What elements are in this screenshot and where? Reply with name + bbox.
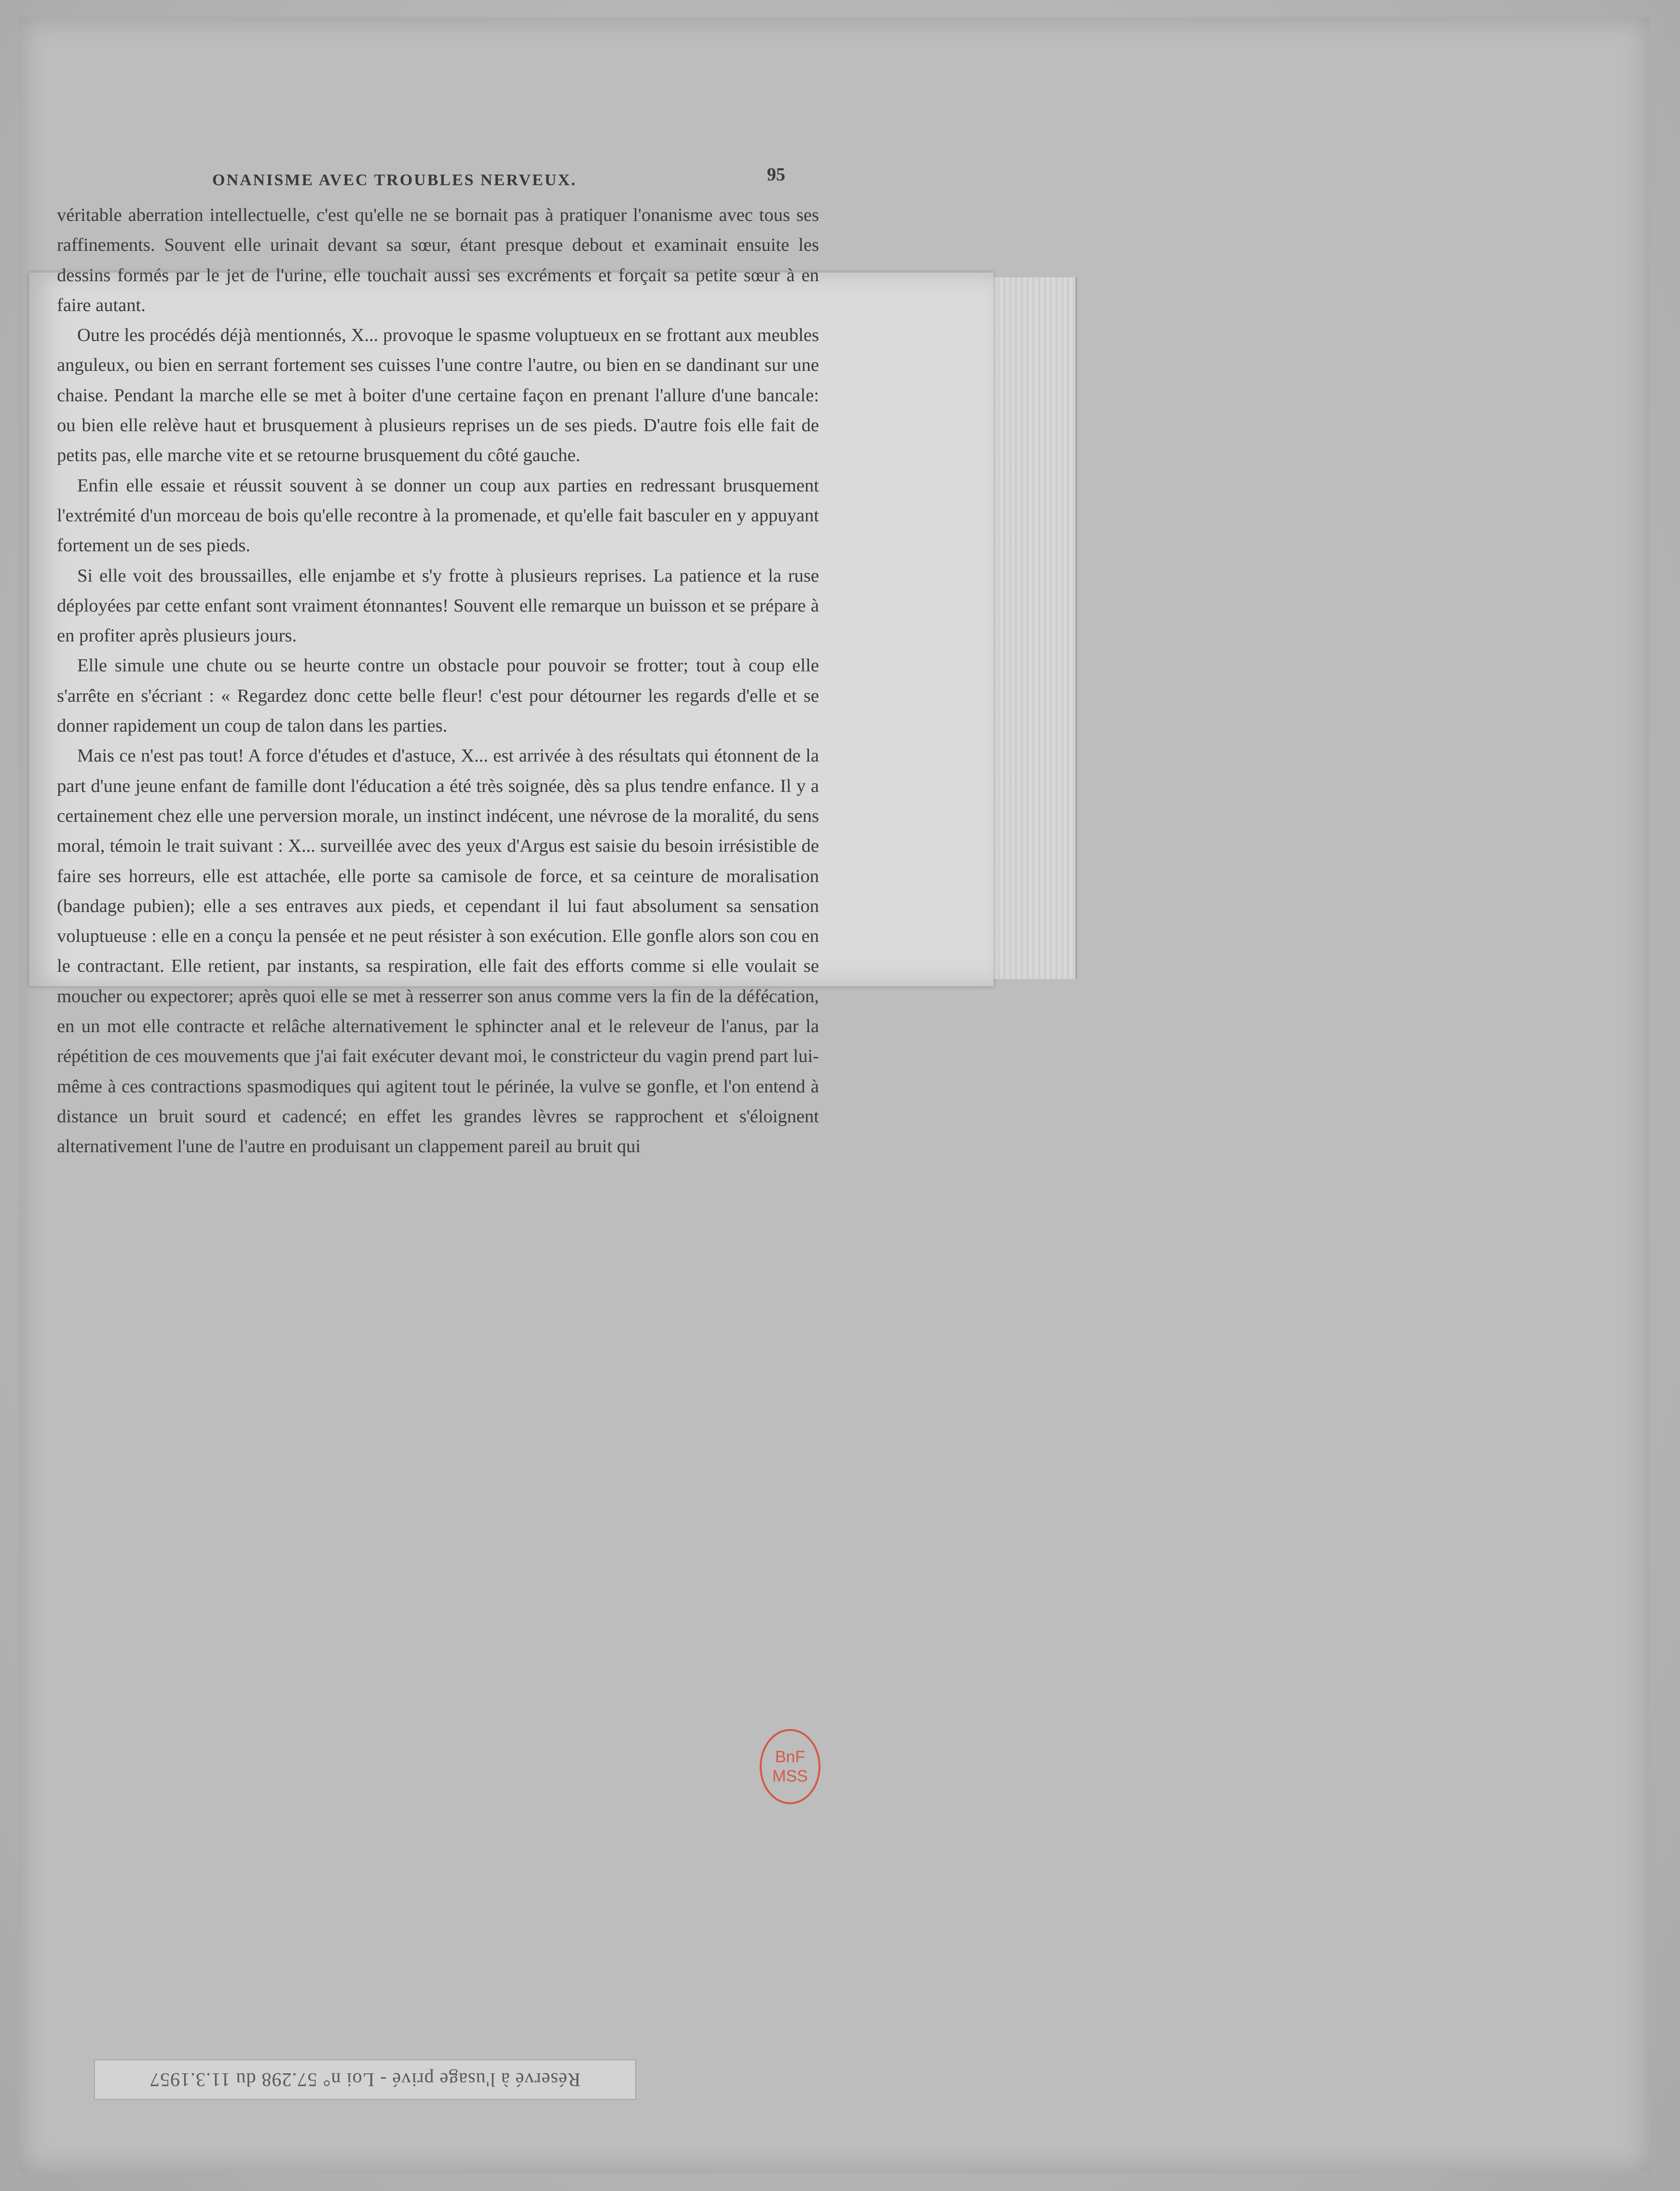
paragraph: Mais ce n'est pas tout! A force d'études et d'astuce, X... est arrivée à des résultats qui étonnent de la part d'une jeune enfant de famille dont l'éducation a été très soignée, dès sa plus tendre enfance. Il y a certainement chez elle une perversion morale, un instinct indécent, une névrose de la moralité, du sens moral, témoin le trait suivant : X... surveillée avec des yeux d'Argus est saisie du besoin irrésistible de faire ses horreurs, elle est attachée, elle porte sa camisole de force, et sa ceinture de moralisation (bandage pubien); elle a ses entraves aux pieds, et cependant il lui faut absolument sa sensation voluptueuse : elle en a conçu la pensée et ne peut résister à son exécution. Elle gonfle alors son cou en le contractant. Elle retient, par instants, sa respiration, elle fait des efforts comme si elle voulait se moucher ou expectorer; après quoi elle se met à resserrer son anus comme vers la fin de la défécation, en un mot elle contracte et relâche alternativement le sphincter anal et le releveur de l'anus, par la répétition de ces mouvements que j'ai fait exécuter devant moi, le constricteur du vagin prend part lui-même à ces contractions spasmodiques qui agitent tout le périnée, la vulve se gonfle, et l'on entend à distance un bruit sourd et cadencé; en effet les grandes lèvres se rapprochent et s'éloignent alternativement l'une de l'autre en produisant un clappement pareil au bruit qui (57, 746, 819, 1157)
paragraph: Si elle voit des broussailles, elle enjambe et s'y frotte à plusieurs reprises. La patience et la ruse déployées par cette enfant sont vraiment étonnantes! Souvent elle remarque un buisson et se prépare à en profiter après plusieurs jours. (57, 565, 819, 646)
paragraph: véritable aberration intellectuelle, c'est qu'elle ne se bornait pas à pratiquer l'onanisme avec tous ses raffinements. Souvent elle urinait devant sa sœur, étant presque debout et examinait ensuite les dessins formés par le jet de l'urine, elle touchait aussi ses excréments et forçait sa petite sœur à en faire autant. (57, 205, 819, 315)
paragraph: Outre les procédés déjà mentionnés, X... provoque le spasme voluptueux en se frottant aux meubles anguleux, ou bien en serrant fortement ses cuisses l'une contre l'autre, ou bien en se dandinant sur une chaise. Pendant la marche elle se met à boiter d'une certaine façon en prenant l'allure d'une bancale: ou bien elle relève haut et brusquement à plusieurs reprises un de ses pieds. D'autre fois elle fait de petits pas, elle marche vite et se retourne brusquement du côté gauche. (57, 325, 819, 466)
running-head-title: ONANISME AVEC TROUBLES NERVEUX. (212, 171, 577, 189)
paragraph: Elle simule une chute ou se heurte contre un obstacle pour pouvoir se frotter; tout à coup elle s'arrête en s'écriant : « Regardez donc cette belle fleur! c'est pour détourner les regards d'elle et se donner rapidement un coup de talon dans les parties. (57, 655, 819, 736)
stamp-line-1: BnF (775, 1748, 806, 1766)
paragraph: Enfin elle essaie et réussit souvent à se donner un coup aux parties en redressant brusquement l'extrémité d'un morceau de bois qu'elle recontre à la promenade, et qu'elle fait basculer en y appuyant fortement un de ses pieds. (57, 475, 819, 556)
stamp-line-2: MSS (772, 1767, 808, 1785)
usage-notice-strip (94, 2059, 636, 2100)
body-text (57, 200, 819, 1162)
page-edges (989, 277, 1077, 979)
usage-notice-text: Réservé à l'usage privé - Loi n° 57.298 du 11.3.1957 (150, 2069, 581, 2091)
page-number: 95 (767, 164, 785, 185)
library-stamp (760, 1729, 820, 1804)
